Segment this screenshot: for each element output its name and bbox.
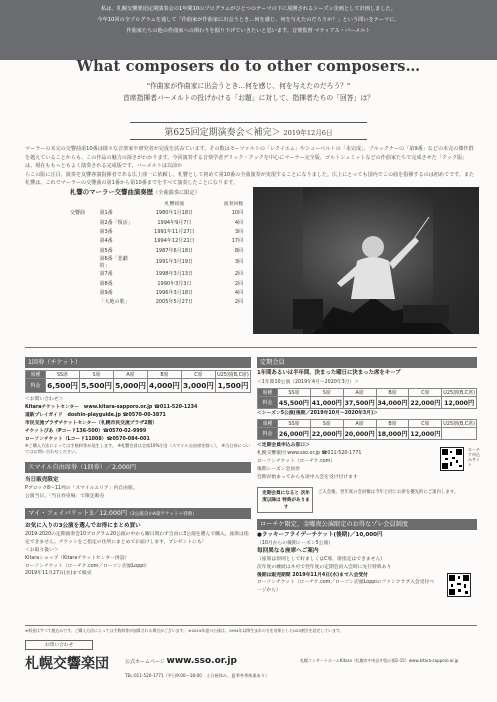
smile-seat-title: 当日販売限定 — [25, 477, 59, 483]
qr-code-icon[interactable] — [440, 447, 464, 471]
lucky-friday-line: 次年度の継続はネ可で翌年度の定期会員入会時に先行特典あり — [257, 564, 392, 570]
price-value: 34,000円 — [376, 397, 409, 409]
price-head: A席 — [343, 389, 376, 397]
price-value: 4,000円 — [147, 379, 181, 393]
outlet-item: ローソンチケット（Lコード11008）☎0570-084-001 — [25, 436, 150, 442]
price-value: 3,000円 — [181, 379, 215, 393]
price-head-seat: 席種 — [258, 420, 278, 428]
outlet-item: 道新プレイガイド doshin-playguide.jp ☎0570-00-3871 — [25, 412, 166, 418]
symphony-premiere-date: 1994年9月7日 — [157, 219, 192, 226]
lucky-friday-title: ●ラッキーフライデーチケット(後期)／10,000円 — [257, 532, 383, 538]
symphony-row — [68, 246, 245, 255]
price-value: 6,500円 — [46, 379, 80, 393]
price-head: B席 — [147, 371, 181, 379]
price-value: 26,000円 — [278, 428, 311, 440]
symphony-row — [68, 297, 245, 306]
price-head: A席 — [343, 420, 376, 428]
price-head: U25割(B,C席) — [443, 421, 476, 427]
inquiry-label: お問い合わせ — [25, 640, 93, 650]
symphony-category — [68, 288, 98, 297]
price-value: 22,000円 — [409, 397, 442, 409]
my-favorite-header-main: マイ・フェイバリット3／12,000円 — [28, 510, 128, 517]
footer-divider — [25, 625, 477, 626]
price-head: S席 — [79, 371, 113, 379]
price-value: 20,000円 — [343, 428, 376, 440]
subscription-annual-table — [257, 388, 477, 409]
hero-title: What composers do to other composers… — [76, 58, 421, 75]
header-premiere: 札響初演 — [164, 202, 184, 207]
price-value: 45,500円 — [278, 397, 311, 409]
price-head: SS席 — [278, 420, 311, 428]
symphony-history-note: （全曲演奏に限定） — [153, 190, 200, 196]
symphony-category: 交響曲 — [70, 210, 86, 217]
intro-band — [0, 0, 497, 60]
symphony-premiere-date: 1990年3月3日 — [157, 280, 192, 287]
concert-name: 第625回定期演奏会＜補完＞ — [164, 128, 281, 138]
lucky-friday-line: （座席は原則として好ましくはC席、席指定はできません） — [257, 556, 386, 562]
price-head: U25割(B,C席) — [443, 390, 476, 396]
price-value: 18,000円 — [376, 428, 409, 440]
subscription-season-label: ＜シーズン5公演(後期／2019年10月～2020年3月)＞ — [257, 411, 378, 416]
lawson-header: ローチケ限定、金曜夜公演限定のお得なプレ会員制度 — [257, 519, 477, 530]
symphony-premiere-date: 1980年1月18日 — [155, 210, 194, 217]
price-value: 5,000円 — [113, 379, 147, 393]
orchestra-name: 札幌交響楽団 — [25, 656, 109, 672]
my-favorite-line: 2019年11月27日(水)まで販売 — [25, 571, 92, 577]
header-count: 演奏回数 — [223, 202, 243, 207]
subscription-annual-label: ＜1年間10公演（2019年4月～2020年3月）＞ — [257, 380, 360, 385]
subscription-header: 定期会員 — [257, 357, 477, 368]
contact-line: 後期シーズン会員券 — [257, 466, 300, 472]
symphony-row — [68, 208, 245, 217]
my-favorite-title: お気に入りの3公演を選んでお得にまとめ買い — [25, 523, 141, 529]
smile-seat-line: Pブロック8～11列の「スマイルエリア」内自由席。 — [25, 485, 138, 491]
intro-line-1: 私は、札幌交響楽団定期演奏会の1年間10のプログラムがひとつのテーマの下に展開されるシーズン企画として計画しました。 — [101, 6, 396, 12]
symphony-table-header — [68, 199, 245, 208]
member-benefit-box — [257, 487, 313, 513]
qr-label: ローチケ申込みサイト — [468, 447, 480, 467]
symphony-category — [68, 227, 98, 236]
symphony-number: 第2番「復活」 — [99, 219, 133, 226]
symphony-row — [68, 269, 245, 278]
symphony-premiere-date: 1996年3月18日 — [155, 289, 194, 296]
member-benefit-text: ご入会後、翌年度の会員権は今年と同じお席を優先的にご案内します。 — [318, 490, 459, 495]
price-head: C席 — [409, 420, 442, 428]
my-favorite-line: ローソンチケット（ローチケ.com／ローソン店頭Loppi） — [25, 563, 150, 569]
concert-title — [0, 125, 497, 138]
price-head: U25割(B,C席) — [217, 372, 249, 378]
smile-seat-line: 公演当日、「当日券売場」で限定販売 — [25, 493, 105, 499]
title-rule-bottom — [130, 139, 367, 140]
footer-venue: 札幌コンサートホールKitara（札幌市中央区中島公園1-15）www.kitara-sapporo.or.jp — [300, 658, 459, 663]
symphony-number: 第6番「悲劇的」 — [99, 255, 128, 269]
price-row-label: 料金 — [258, 397, 278, 409]
symphony-category — [68, 217, 98, 226]
symphony-performance-count: 4回 — [234, 289, 243, 296]
price-head-seat: 席種 — [258, 389, 278, 397]
price-value: 37,500円 — [343, 397, 376, 409]
outlet-notes: ※ご購入方法によっては手数料等が発生します。 ※札響会員は全席10%引き（スマイル自由席を除く）。 ※当日券についてはお問い合わせください。 — [25, 443, 251, 455]
contact-line: ローソンチケット（ローチケ.com） — [257, 458, 336, 464]
my-favorite-line: 2019-2020の定期演奏会10プログラム20公演の中から曜日問わず自由に3公演を選んで購入。座席は指定できません。チケットをご指定の住所にまとめてお届けします。プレゼントにも！ — [25, 531, 249, 545]
member-benefit-label: 定期会員になると 次年度以降は 特典があります — [262, 491, 310, 510]
price-head: C席 — [409, 389, 442, 397]
symphony-number: 「大地の歌」 — [99, 299, 130, 306]
symphony-number: 第4番 — [99, 238, 113, 245]
concert-description — [25, 145, 477, 188]
price-head: S席 — [310, 420, 343, 428]
contact-line: 札幌交響楽団 www.sso.or.jp ☎011-520-1771 — [257, 450, 362, 456]
symphony-premiere-date: 1994年12月21日 — [154, 238, 195, 245]
symphony-history-title — [70, 187, 200, 196]
symphony-performance-count: 3回 — [234, 259, 243, 266]
subtitle-question: "作曲家が作曲家に出会うとき…何を感じ、何を与えたのだろう？" — [146, 82, 351, 90]
symphony-category — [68, 269, 98, 278]
symphony-performance-count: 2回 — [234, 299, 243, 306]
symphony-performance-count: 2回 — [234, 280, 243, 287]
price-row-label: 料金 — [26, 379, 46, 393]
my-favorite-header-note: （3公演分のA席チケット＋特典） — [127, 512, 197, 517]
symphony-row — [68, 217, 245, 226]
symphony-performance-count: 8回 — [234, 247, 243, 254]
symphony-number: 第9番 — [99, 289, 113, 296]
symphony-row — [68, 288, 245, 297]
symphony-number: 第3番 — [99, 228, 113, 235]
symphony-premiere-date: 1991年3月19日 — [155, 259, 194, 266]
conductor-photo-image — [253, 187, 479, 334]
symphony-performance-count: 10回 — [231, 210, 243, 217]
price-value: 12,000円 — [442, 397, 477, 409]
my-favorite-line: Kitaraショップ（Kitaraチケットセンター併設） — [25, 555, 130, 561]
symphony-history-heading: 札響のマーラー交響曲演奏歴 — [70, 188, 154, 196]
symphony-performance-count: 4回 — [234, 219, 243, 226]
outlet-item: 市民交流プラザチケットセンター（札幌市民交流プラザ2階） — [25, 420, 158, 426]
price-head: SS席 — [46, 371, 80, 379]
lucky-friday-line: 後期は販売期間 2019年11月4日(水)まで入会受付 — [257, 572, 368, 578]
symphony-number: 第7番 — [99, 271, 113, 278]
contact-title: ＜定期会員申込み窓口＞ — [257, 443, 310, 448]
title-rule-top — [130, 122, 367, 123]
price-head: C席 — [181, 371, 215, 379]
qr-pattern — [441, 448, 463, 470]
symphony-performance-count: 17回 — [231, 238, 243, 245]
intro-line-3: 作曲家たちの他の作曲家への関わりを掘り下げていきたいと思います。音楽監督 マティアス・バーメルト — [126, 28, 371, 34]
symphony-number: 第8番 — [99, 280, 113, 287]
symphony-premiere-date: 2005年5月27日 — [155, 299, 194, 306]
section-divider — [25, 347, 477, 348]
symphony-premiere-date: 1991年11月27日 — [154, 228, 195, 235]
symphony-performance-count: 2回 — [234, 271, 243, 278]
qr-pattern — [448, 574, 470, 596]
single-ticket-header: 1回券（チケット） — [25, 357, 251, 368]
price-value: 1,500円 — [215, 379, 250, 393]
ticket-outlets — [25, 396, 251, 455]
symphony-category — [68, 297, 98, 306]
price-value: 12,000円 — [409, 428, 442, 440]
smile-seat-header: スマイル自由席券（1回券）／2,000円 — [25, 462, 251, 473]
concert-date: 2019年12月6日 — [283, 129, 333, 137]
price-head-seat: 席種 — [26, 371, 46, 379]
symphony-history-table — [68, 199, 245, 307]
single-ticket-price-table — [25, 370, 251, 393]
subtitle-answer: 首席指揮者バーメルトの投げかける「お題」に対して、指揮者たちの「回答」は？ — [122, 94, 374, 102]
intro-line-2: 今年10回の全プログラムを通して「作曲家が作曲家に出会うとき…何を感じ、何を与えたのだろうか？」という問いをテーマに、 — [97, 17, 400, 23]
symphony-row — [68, 236, 245, 245]
symphony-premiere-date: 1987年6月18日 — [155, 247, 194, 254]
conductor-photo — [253, 187, 479, 334]
symphony-row — [68, 255, 245, 269]
lawson-details — [257, 532, 437, 595]
description-paragraph: らこの版に注目、演奏を友響客演指揮者である広上淳一に依頼し、札響として初めて第10番の全曲演奏が実現することになりました。広上にとっても国内でこの曲を指揮するのは初めてです。また札響は、これでマーラーの交響曲の第1番から第10番までをすべて演奏したことになります。 — [25, 171, 475, 187]
price-head: S席 — [310, 389, 343, 397]
price-value: 41,000円 — [310, 397, 343, 409]
lucky-friday-line: ローソンチケット（ローチケ.com／ローソン店頭Loppiのファンクラブ入会受付ページから） — [257, 580, 435, 594]
footer-tel: TEL:011-520-1771（平日9:00～18:00 土日祝休み、夏季冬季休業あり） — [125, 673, 270, 678]
outlet-item: Kitaraチケットセンター www.kitara-sapporo.or.jp ☎011-520-1234 — [25, 404, 198, 410]
outlet-item: チケットぴあ（Pコード136-500）☎0570-02-9999 — [25, 428, 147, 434]
price-value: 5,500円 — [79, 379, 113, 393]
symphony-category — [68, 236, 98, 245]
subscription-season-table — [257, 419, 477, 440]
price-row-label: 料金 — [258, 428, 278, 440]
symphony-premiere-date: 1998年3月13日 — [155, 271, 194, 278]
symphony-number: 第5番 — [99, 247, 113, 254]
my-favorite-header — [25, 508, 251, 519]
price-value: 22,000円 — [310, 428, 343, 440]
bottom-notes: ※料金はすべて税込みです。ご購入方法によっては手数料等が加算される場合がございます。 ※2019年度の公演は、1994年以降生まれの方を対象としたU25割引を設定しています。 — [25, 628, 344, 633]
price-head: B席 — [376, 389, 409, 397]
symphony-category — [68, 246, 98, 255]
contact-line: 会期が始まってからも途中入会を受け付けます — [257, 474, 358, 480]
symphony-row — [68, 227, 245, 236]
symphony-performance-count: 3回 — [234, 228, 243, 235]
symphony-category — [68, 278, 98, 287]
description-paragraph: マーラーの未完の交響曲第10番は様々な音楽家や研究者が完成を試みています。その数はモーツァルトの「レクイエム」やシューベルトの「未完成」、ブルックナーの「第9番」などの未完の傑作群を越えていることからも、この作品の魅力の深さがわかります。今回演奏する音楽学者デリック・クックを中心にマーラー完全版、ゴルトシュミットなどの作曲家たちで完成させた「クック版」は、現在ももっともよく演奏される完成版です。バーメルトは以前か — [25, 146, 474, 170]
site-url[interactable]: www.sso.or.jp — [166, 656, 237, 666]
subscription-contact — [257, 442, 437, 482]
symphony-number: 第1番 — [99, 210, 113, 217]
subscription-title: 1年間あるいは半年間、決まった曜日に決まった席をキープ — [257, 370, 401, 376]
symphony-row — [68, 278, 245, 287]
smile-seat-details — [25, 477, 251, 501]
my-favorite-details — [25, 523, 251, 578]
price-head: SS席 — [278, 389, 311, 397]
qr-code-icon[interactable] — [447, 573, 471, 597]
lucky-friday-subtitle: 毎回異なる座席へご案内 — [257, 547, 319, 554]
lucky-friday-note: （10月からの後期シーズン5公演） — [257, 540, 334, 546]
official-site — [125, 658, 295, 667]
my-favorite-line: ＜お取り扱い＞ — [25, 547, 59, 553]
outlets-title: ＜お問い合わせ＞ — [25, 397, 64, 402]
symphony-category — [68, 255, 98, 269]
price-head: B席 — [376, 420, 409, 428]
site-label: 公式ホームページ — [125, 659, 165, 665]
price-head: A席 — [113, 371, 147, 379]
